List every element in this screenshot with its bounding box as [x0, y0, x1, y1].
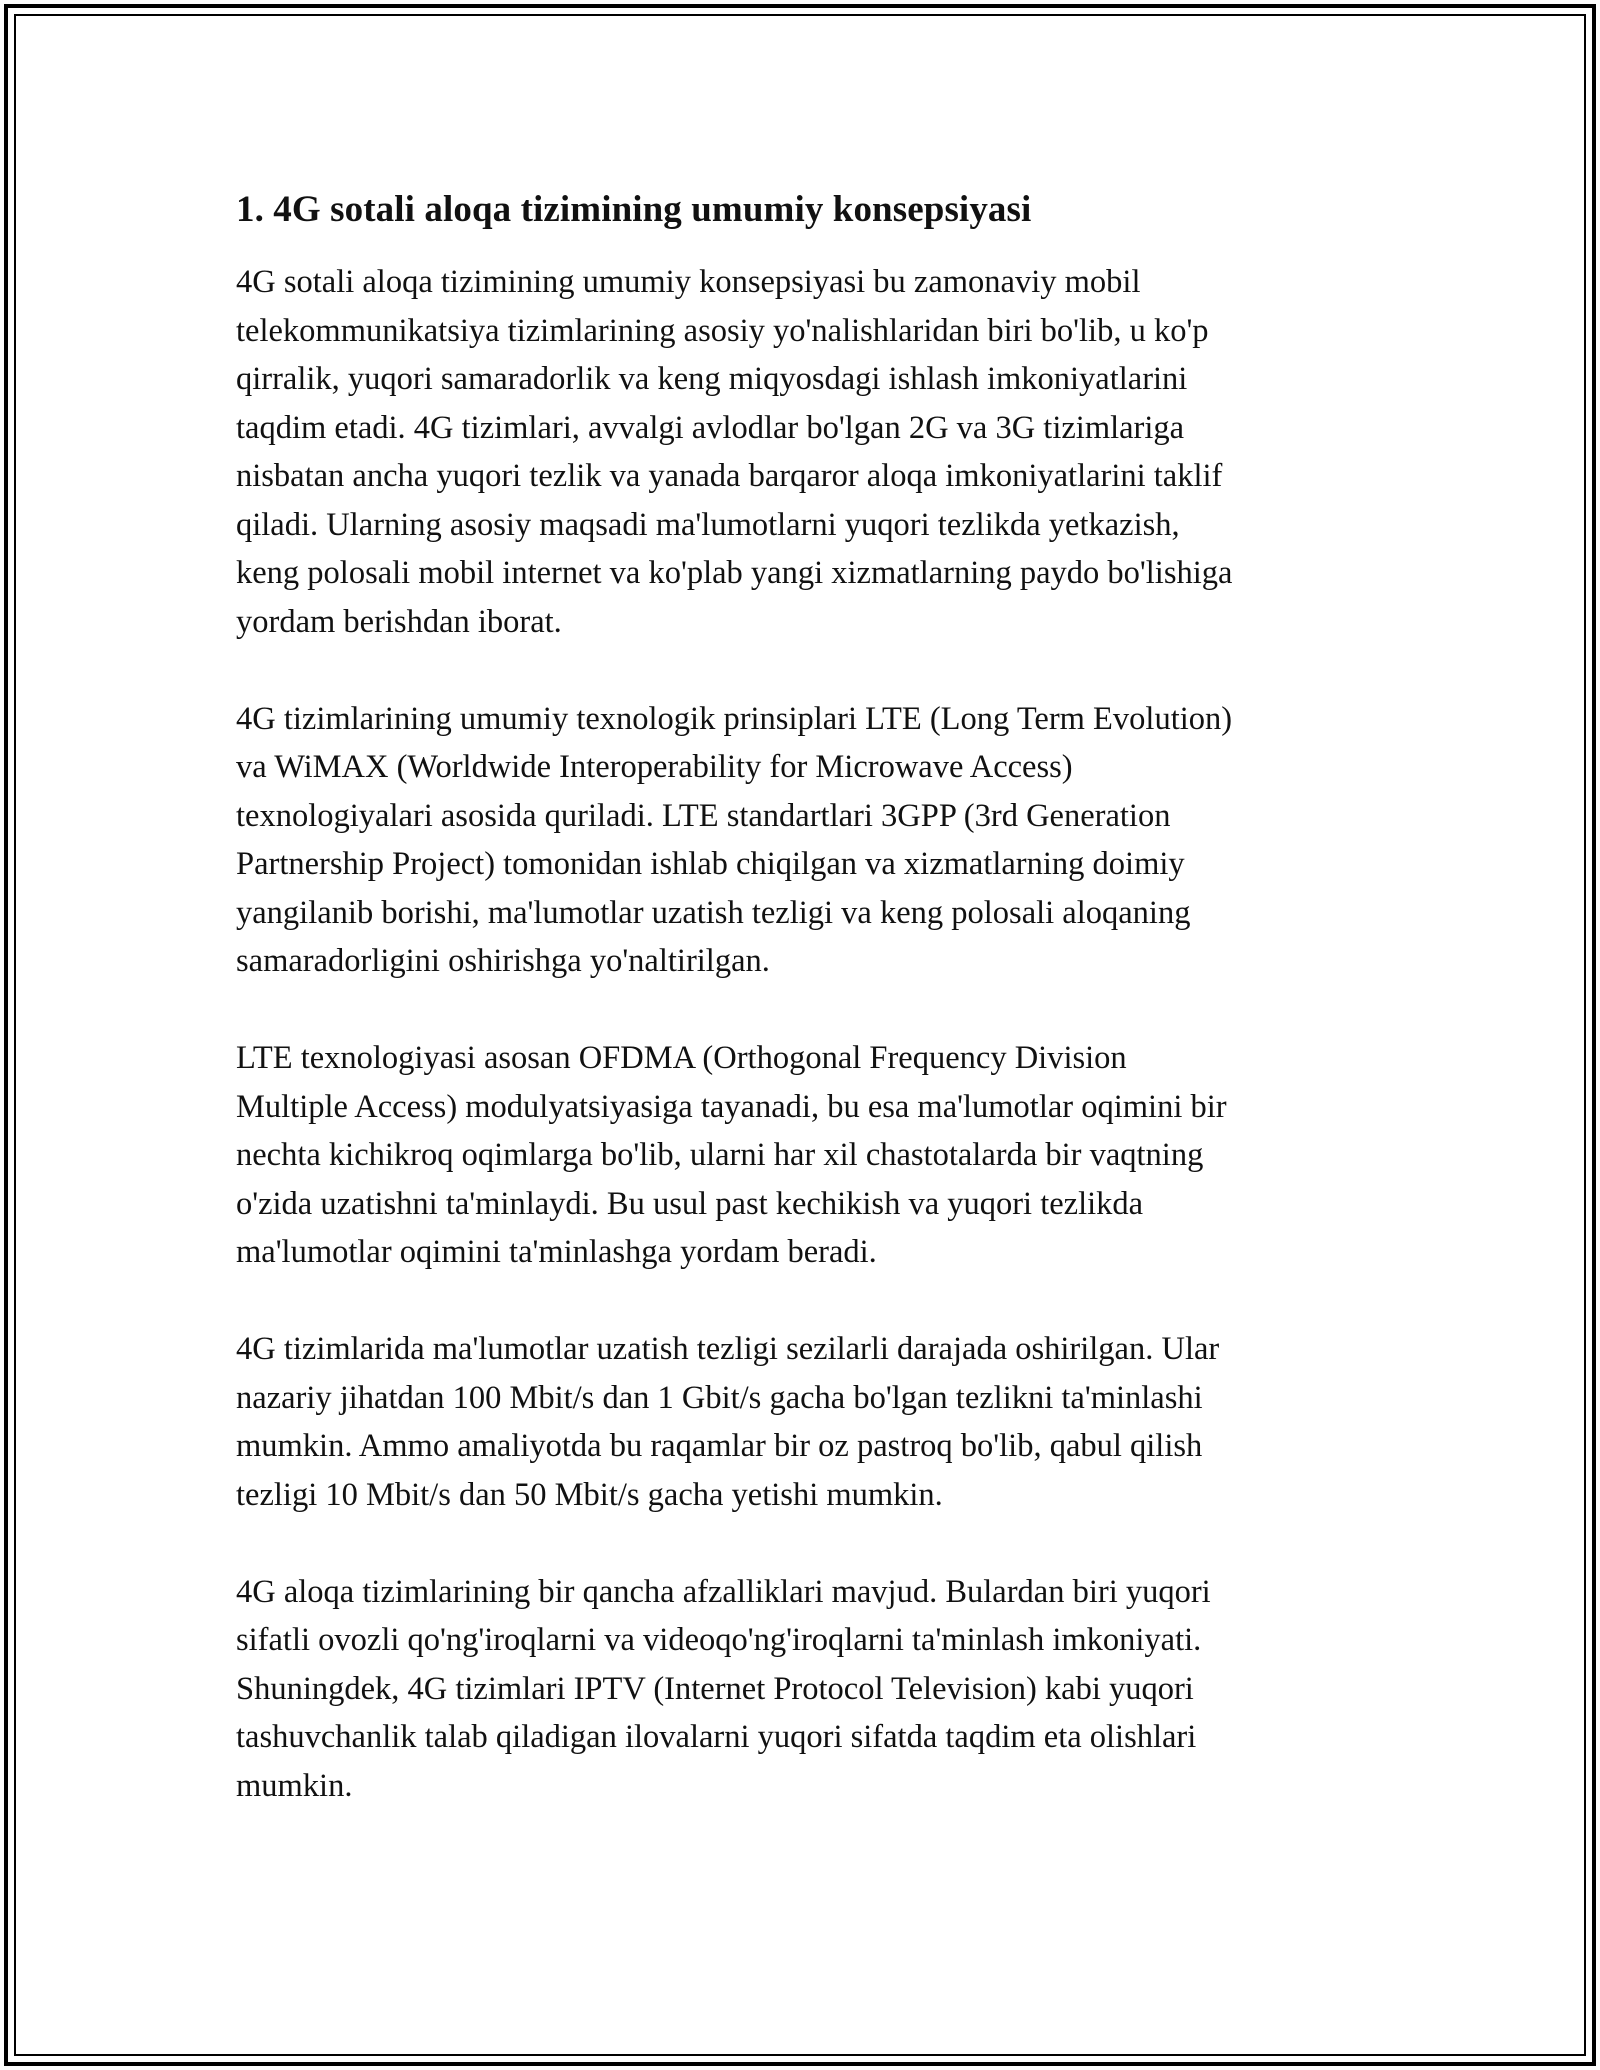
- paragraph-5: [236, 1568, 1376, 1811]
- text-line: LTE texnologiyasi asosan OFDMA (Orthogonal Frequency Division: [236, 1040, 1127, 1076]
- text-line: nisbatan ancha yuqori tezlik va yanada barqaror aloqa imkoniyatlarini taklif: [236, 458, 1223, 494]
- text-line: Multiple Access) modulyatsiyasiga tayanadi, bu esa ma'lumotlar oqimini bir: [236, 1088, 1227, 1125]
- text-line: taqdim etadi. 4G tizimlari, avvalgi avlodlar bo'lgan 2G va 3G tizimlariga: [236, 409, 1185, 446]
- paragraph-1: [236, 258, 1376, 646]
- paragraph-4: [236, 1325, 1376, 1519]
- text-line: va WiMAX (Worldwide Interoperability for Microwave Access): [236, 749, 1073, 785]
- text-line: nechta kichikroq oqimlarga bo'lib, ularni har xil chastotalarda bir vaqtning: [236, 1137, 1204, 1173]
- section-heading: 1. 4G sotali aloqa tizimining umumiy konsepsiyasi: [236, 189, 1032, 230]
- text-line: sifatli ovozli qo'ng'iroqlarni va videoqo'ng'iroqlarni ta'minlash imkoniyati.: [236, 1622, 1202, 1658]
- text-line: 4G tizimlarida ma'lumotlar uzatish tezligi sezilarli darajada oshirilgan. Ular: [236, 1331, 1220, 1367]
- text-line: 4G tizimlarining umumiy texnologik prinsiplari LTE (Long Term Evolution): [236, 700, 1233, 737]
- text-line: qiladi. Ularning asosiy maqsadi ma'lumotlarni yuqori tezlikda yetkazish,: [236, 506, 1180, 543]
- text-line: 4G aloqa tizimlarining bir qancha afzalliklari mavjud. Bulardan biri yuqori: [236, 1573, 1211, 1610]
- text-line: 4G sotali aloqa tizimining umumiy konsepsiyasi bu zamonaviy mobil: [236, 264, 1141, 300]
- text-line: yordam berishdan iborat.: [236, 603, 562, 640]
- text-line: o'zida uzatishni ta'minlaydi. Bu usul past kechikish va yuqori tezlikda: [236, 1185, 1144, 1222]
- text-line: Shuningdek, 4G tizimlari IPTV (Internet Protocol Television) kabi yuqori: [236, 1670, 1194, 1707]
- paragraph-3: [236, 1034, 1376, 1277]
- document-body: [236, 188, 1376, 1859]
- text-line: telekommunikatsiya tizimlarining asosiy yo'nalishlaridan biri bo'lib, u ko'p: [236, 312, 1209, 349]
- text-line: mumkin. Ammo amaliyotda bu raqamlar bir oz pastroq bo'lib, qabul qilish: [236, 1428, 1203, 1464]
- paragraph-2: [236, 695, 1376, 986]
- text-line: ma'lumotlar oqimini ta'minlashga yordam beradi.: [236, 1234, 877, 1270]
- text-line: Partnership Project) tomonidan ishlab chiqilgan va xizmatlarning doimiy: [236, 846, 1185, 882]
- text-line: yangilanib borishi, ma'lumotlar uzatish tezligi va keng polosali aloqaning: [236, 894, 1191, 931]
- text-line: tezligi 10 Mbit/s dan 50 Mbit/s gacha yetishi mumkin.: [236, 1476, 943, 1513]
- text-line: keng polosali mobil internet va ko'plab yangi xizmatlarning paydo bo'lishiga: [236, 555, 1233, 591]
- text-line: texnologiyalari asosida quriladi. LTE standartlari 3GPP (3rd Generation: [236, 797, 1171, 834]
- text-line: mumkin.: [236, 1767, 353, 1804]
- text-line: samaradorligini oshirishga yo'naltirilgan.: [236, 943, 770, 979]
- text-line: qirralik, yuqori samaradorlik va keng miqyosdagi ishlash imkoniyatlarini: [236, 361, 1188, 397]
- text-line: tashuvchanlik talab qiladigan ilovalarni yuqori sifatda taqdim eta olishlari: [236, 1719, 1197, 1755]
- text-line: nazariy jihatdan 100 Mbit/s dan 1 Gbit/s gacha bo'lgan tezlikni ta'minlashi: [236, 1379, 1203, 1416]
